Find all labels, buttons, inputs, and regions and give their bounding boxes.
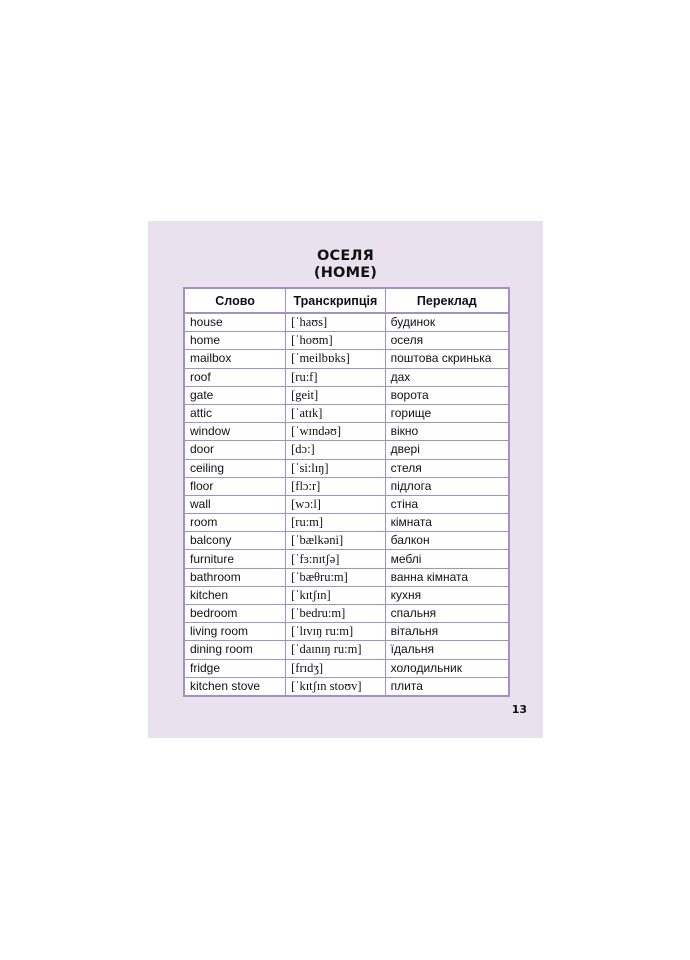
header-word: Слово [184,288,286,313]
cell-word: furniture [184,550,286,568]
title-line-english: (HOME) [313,265,378,281]
cell-transcription: [ˈsi:lɪŋ] [286,459,386,477]
cell-transcription: [ˈlɪvɪŋ ru:m] [286,623,386,641]
cell-transcription: [ˈatɪk] [286,404,386,422]
cell-word: attic [184,404,286,422]
table-row [184,368,509,386]
table-row [184,459,509,477]
cell-translation: кімната [385,514,509,532]
table-row [184,514,509,532]
table-row [184,641,509,659]
cell-transcription: [ˈkɪtʃɪn] [286,586,386,604]
cell-transcription: [ˈbæθru:m] [286,568,386,586]
cell-word: fridge [184,659,286,677]
table-row [184,605,509,623]
cell-translation: двері [385,441,509,459]
table-row [184,477,509,495]
cell-transcription: [ˈbælkəni] [286,532,386,550]
cell-translation: підлога [385,477,509,495]
cell-translation: меблі [385,550,509,568]
cell-word: room [184,514,286,532]
table-row [184,404,509,422]
cell-word: kitchen stove [184,677,286,696]
table-row [184,313,509,332]
cell-translation: стеля [385,459,509,477]
cell-word: ceiling [184,459,286,477]
page-number: 13 [511,703,527,716]
cell-translation: кухня [385,586,509,604]
cell-translation: вітальня [385,623,509,641]
cell-transcription: [ˈhoʊm] [286,332,386,350]
cell-translation: стіна [385,495,509,513]
cell-translation: ворота [385,386,509,404]
table-row [184,441,509,459]
cell-translation: плита [385,677,509,696]
cell-word: floor [184,477,286,495]
table-row [184,623,509,641]
table-row [184,568,509,586]
cell-word: bedroom [184,605,286,623]
table-body [184,313,509,696]
cell-word: mailbox [184,350,286,368]
cell-transcription: [flɔ:r] [286,477,386,495]
cell-transcription: [ˈkɪtʃɪn stoʊv] [286,677,386,696]
cell-word: roof [184,368,286,386]
cell-translation: поштова скринька [385,350,509,368]
cell-word: home [184,332,286,350]
cell-transcription: [wɔ:l] [286,495,386,513]
cell-transcription: [frɪdʒ] [286,659,386,677]
cell-word: gate [184,386,286,404]
table-row [184,550,509,568]
cell-word: dining room [184,641,286,659]
cell-translation: вікно [385,423,509,441]
cell-transcription: [ru:f] [286,368,386,386]
table-row [184,586,509,604]
cell-word: kitchen [184,586,286,604]
header-transcription: Транскрипція [286,288,386,313]
table-row [184,495,509,513]
cell-transcription: [ˈdaɪnɪŋ ru:m] [286,641,386,659]
cell-word: window [184,423,286,441]
title-line-ukrainian: ОСЕЛЯ [316,248,375,264]
table-row [184,350,509,368]
cell-transcription: [dɔ:] [286,441,386,459]
table-row [184,423,509,441]
table-row [184,532,509,550]
cell-transcription: [ru:m] [286,514,386,532]
cell-transcription: [ˈbedru:m] [286,605,386,623]
vocabulary-table [183,287,510,697]
cell-word: wall [184,495,286,513]
cell-translation: горище [385,404,509,422]
cell-translation: дах [385,368,509,386]
table-row [184,659,509,677]
cell-word: house [184,313,286,332]
cell-translation: спальня [385,605,509,623]
header-translation: Переклад [385,288,509,313]
cell-word: door [184,441,286,459]
cell-translation: ванна кімната [385,568,509,586]
cell-translation: будинок [385,313,509,332]
cell-transcription: [ˈhaʊs] [286,313,386,332]
table-row [184,677,509,696]
page-card [148,221,543,738]
cell-translation: їдальня [385,641,509,659]
cell-transcription: [ˈfɜ:nɪtʃə] [286,550,386,568]
cell-transcription: [geit] [286,386,386,404]
page-title [148,248,543,282]
cell-word: balcony [184,532,286,550]
table-header-row [184,288,509,313]
cell-translation: балкон [385,532,509,550]
cell-translation: оселя [385,332,509,350]
table-row [184,332,509,350]
cell-transcription: [ˈmeilbɒks] [286,350,386,368]
cell-transcription: [ˈwɪndəʊ] [286,423,386,441]
cell-word: living room [184,623,286,641]
cell-translation: холодильник [385,659,509,677]
table-row [184,386,509,404]
cell-word: bathroom [184,568,286,586]
